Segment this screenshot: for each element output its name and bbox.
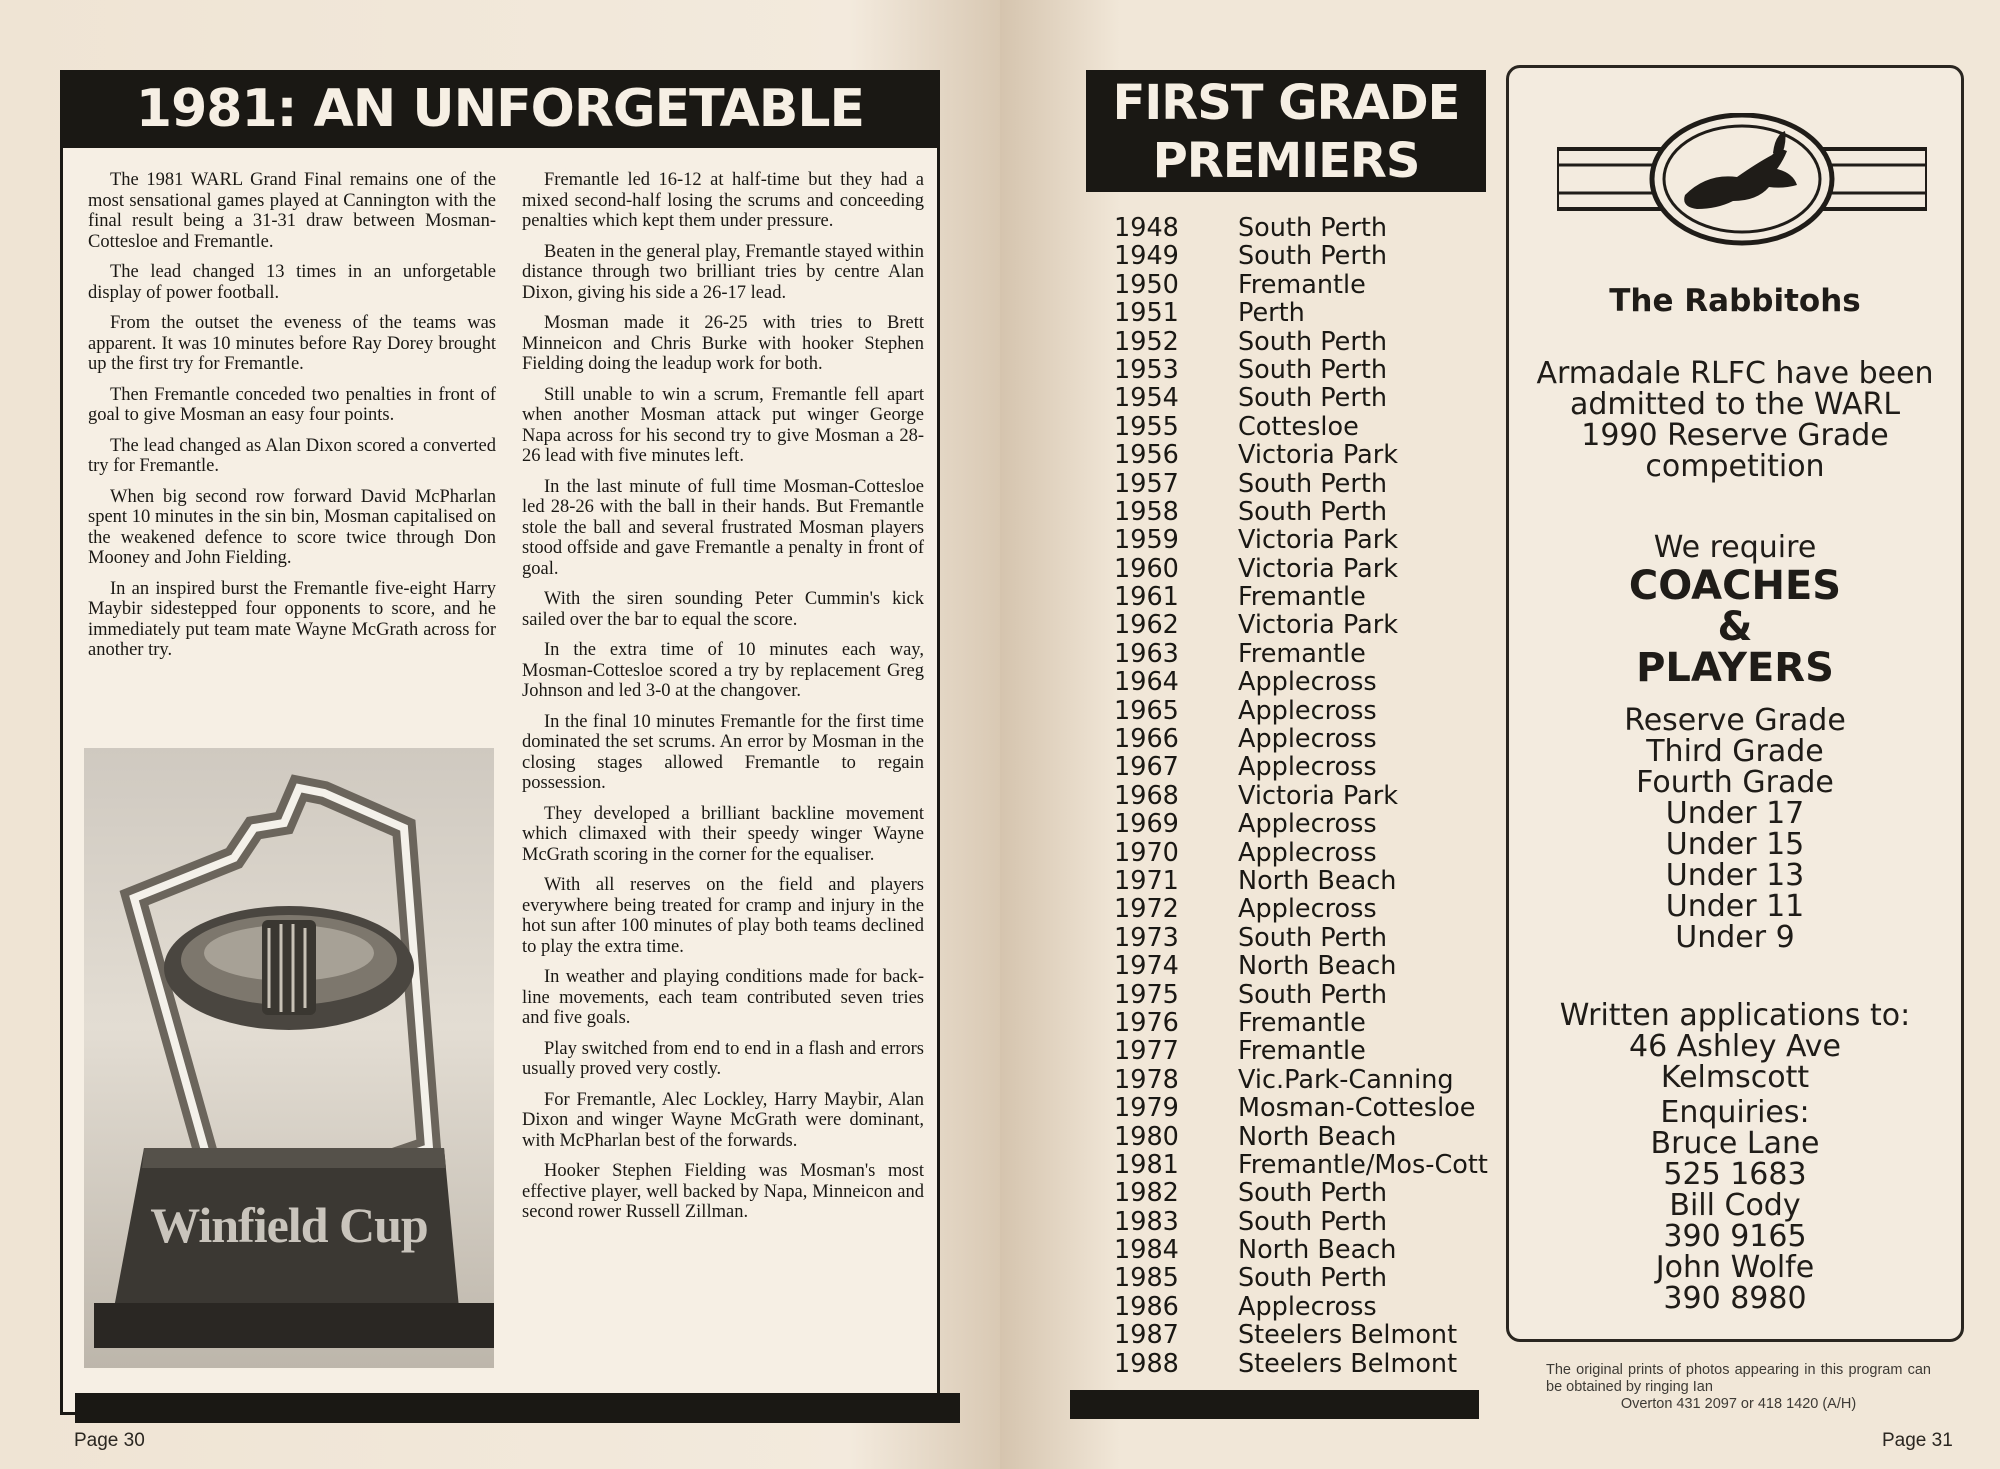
premier-team: Fremantle xyxy=(1238,269,1366,300)
premier-row xyxy=(1114,214,1474,242)
ad-intro-line: admitted to the WARL xyxy=(1569,387,1901,422)
premier-team: Applecross xyxy=(1238,809,1377,840)
premier-team: North Beach xyxy=(1238,865,1397,896)
trophy-photo xyxy=(84,748,494,1368)
ad-applications xyxy=(1509,1000,1961,1093)
premier-row xyxy=(1114,1149,1488,1180)
article-paragraph: In the last minute of full time Mosman-Cottesloe led 28-26 with the ball in their hands. But Fremantle stole the ball and several frustrated Mosman players stood offside and gave Fremantle a penalty in front of goal. xyxy=(522,476,924,579)
article-paragraph: When big second row forward David McPharlan spent 10 minutes in the sin bin, Mosman capitalised on the weakened defence to score twice through Don Mooney and John Fielding. xyxy=(88,486,496,568)
article-paragraph: With the siren sounding Peter Cummin's kick sailed over the bar to equal the score. xyxy=(522,589,924,630)
article-paragraph: Still unable to win a scrum, Fremantle fell apart when another Mosman attack put winger George Napa across for his second try to give Mosman a 28-26 lead with five minutes left. xyxy=(522,384,924,466)
premier-team: Applecross xyxy=(1238,667,1377,698)
premier-row xyxy=(1114,1264,1474,1292)
premier-row xyxy=(1114,952,1474,980)
premier-team: Victoria Park xyxy=(1238,440,1398,471)
premier-year: 1955 xyxy=(1114,411,1179,442)
ad-ampersand: & xyxy=(1717,604,1753,650)
premier-row xyxy=(1114,271,1474,299)
ad-applications-line: Kelmscott xyxy=(1660,1060,1810,1095)
premier-team: South Perth xyxy=(1238,326,1388,357)
article-paragraph: For Fremantle, Alec Lockley, Harry Maybir, Alan Dixon and winger Wayne McGrath were dominant, with McPharlan best of the forwards. xyxy=(522,1089,924,1151)
premier-year: 1969 xyxy=(1114,809,1179,840)
premier-row xyxy=(1114,441,1474,469)
ad-players: PLAYERS xyxy=(1636,645,1834,691)
premier-row xyxy=(1114,924,1474,952)
premier-year: 1954 xyxy=(1114,383,1179,414)
premier-team: South Perth xyxy=(1238,383,1388,414)
premier-year: 1958 xyxy=(1114,496,1179,527)
premier-row xyxy=(1114,526,1474,554)
premier-row xyxy=(1114,1208,1474,1236)
ad-grade: Under 13 xyxy=(1665,858,1805,893)
ad-intro-line: competition xyxy=(1645,449,1825,484)
premier-year: 1979 xyxy=(1114,1093,1179,1124)
premier-row xyxy=(1114,1179,1474,1207)
premier-team: South Perth xyxy=(1238,496,1388,527)
premier-row xyxy=(1114,555,1474,583)
trophy-image xyxy=(84,748,494,1368)
premier-row xyxy=(1114,470,1474,498)
premier-team: North Beach xyxy=(1238,1121,1397,1152)
premier-team: South Perth xyxy=(1238,468,1388,499)
premier-team: Applecross xyxy=(1238,894,1377,925)
premier-row xyxy=(1114,1009,1474,1037)
premier-team: Steelers Belmont xyxy=(1238,1348,1458,1379)
article-paragraph: They developed a brilliant backline movement which climaxed with their speedy winger Wayne McGrath scoring in the corner for the equaliser. xyxy=(522,803,924,865)
article-bottom-bar xyxy=(75,1393,960,1423)
premier-team: South Perth xyxy=(1238,922,1388,953)
ad-enquiries-line: Bruce Lane xyxy=(1650,1126,1820,1161)
premier-team: Fremantle xyxy=(1238,1007,1366,1038)
premier-year: 1959 xyxy=(1114,525,1179,556)
premier-row xyxy=(1114,299,1474,327)
ad-grade: Under 9 xyxy=(1675,920,1795,955)
page-number-left: Page 30 xyxy=(74,1430,145,1451)
premier-year: 1967 xyxy=(1114,752,1179,783)
premier-team: Applecross xyxy=(1238,837,1377,868)
ad-enquiries-line: 525 1683 xyxy=(1663,1157,1807,1192)
article-column-2 xyxy=(522,170,924,1233)
ad-enquiries-line: 390 8980 xyxy=(1663,1281,1807,1316)
article-paragraph: Mosman made it 26-25 with tries to Brett Minneicon and Chris Burke with hooker Stephen Fielding doing the leadup work for both. xyxy=(522,313,924,374)
premier-team: Applecross xyxy=(1238,695,1377,726)
premier-team: Cottesloe xyxy=(1238,411,1359,442)
premier-team: Perth xyxy=(1238,298,1305,329)
premier-team: South Perth xyxy=(1238,213,1388,243)
article-paragraph: The lead changed 13 times in an unforgetable display of power football. xyxy=(88,262,496,303)
premier-team: Applecross xyxy=(1238,752,1377,783)
premier-year: 1974 xyxy=(1114,951,1179,982)
premier-row xyxy=(1114,1094,1474,1122)
premier-row xyxy=(1114,1293,1474,1321)
premier-row xyxy=(1114,839,1474,867)
premier-row xyxy=(1114,242,1474,270)
premier-team: Fremantle/Mos-Cott xyxy=(1238,1149,1488,1180)
premier-year: 1957 xyxy=(1114,468,1179,499)
premier-team: South Perth xyxy=(1238,1263,1388,1294)
premier-row xyxy=(1114,810,1474,838)
premier-year: 1970 xyxy=(1114,837,1179,868)
premier-year: 1950 xyxy=(1114,269,1179,300)
premier-row xyxy=(1114,611,1474,639)
premier-year: 1976 xyxy=(1114,1007,1179,1038)
article-paragraph: In weather and playing conditions made for back-line movements, each team contributed seven tries and five goals. xyxy=(522,967,924,1028)
premier-year: 1953 xyxy=(1114,354,1179,385)
ad-intro-line: 1990 Reserve Grade xyxy=(1581,418,1889,453)
premier-year: 1982 xyxy=(1114,1178,1179,1209)
premier-year: 1984 xyxy=(1114,1235,1179,1266)
premier-year: 1978 xyxy=(1114,1064,1179,1095)
premier-team: Victoria Park xyxy=(1238,553,1398,584)
premier-year: 1966 xyxy=(1114,724,1179,755)
ad-grade: Under 17 xyxy=(1665,796,1805,831)
premier-team: Victoria Park xyxy=(1238,525,1398,556)
premier-year: 1973 xyxy=(1114,922,1179,953)
premiers-title-line: PREMIERS xyxy=(1152,133,1420,189)
premier-row xyxy=(1114,1236,1474,1264)
premier-row xyxy=(1114,640,1474,668)
article-headline: 1981: AN UNFORGETABLE FINAL xyxy=(60,70,940,148)
premier-row xyxy=(1114,753,1474,781)
premier-team: South Perth xyxy=(1238,979,1388,1010)
premier-row xyxy=(1114,725,1474,753)
ad-applications-line: Written applications to: xyxy=(1559,998,1911,1033)
premier-team: Mosman-Cottesloe xyxy=(1238,1093,1476,1124)
premier-year: 1960 xyxy=(1114,553,1179,584)
article-paragraph: In an inspired burst the Fremantle five-eight Harry Maybir sidestepped four opponents to score, and he immediately put team mate Wayne McGrath across for another try. xyxy=(88,578,496,660)
premier-year: 1965 xyxy=(1114,695,1179,726)
premier-year: 1977 xyxy=(1114,1036,1179,1067)
premier-year: 1975 xyxy=(1114,979,1179,1010)
premier-row xyxy=(1114,1066,1474,1094)
premier-row xyxy=(1114,328,1474,356)
ad-grades xyxy=(1509,705,1961,953)
premier-year: 1963 xyxy=(1114,638,1179,669)
right-page xyxy=(1000,0,2000,1469)
article-paragraph: Then Fremantle conceded two penalties in front of goal to give Mosman an easy four points. xyxy=(88,384,496,425)
premier-team: North Beach xyxy=(1238,1235,1397,1266)
premiers-title xyxy=(1086,70,1486,192)
premier-year: 1962 xyxy=(1114,610,1179,641)
ad-enquiries-line: 390 9165 xyxy=(1663,1219,1807,1254)
premier-team: Victoria Park xyxy=(1238,610,1398,641)
premier-row xyxy=(1114,1350,1474,1378)
premier-team: Victoria Park xyxy=(1238,780,1398,811)
premier-row xyxy=(1114,782,1474,810)
photo-prints-note xyxy=(1546,1362,1931,1413)
premier-year: 1948 xyxy=(1114,213,1179,243)
premier-year: 1972 xyxy=(1114,894,1179,925)
ad-grade: Reserve Grade xyxy=(1624,703,1846,738)
premier-team: South Perth xyxy=(1238,241,1388,272)
premier-row xyxy=(1114,356,1474,384)
premier-year: 1964 xyxy=(1114,667,1179,698)
premier-year: 1987 xyxy=(1114,1320,1179,1351)
ad-grade: Fourth Grade xyxy=(1636,765,1834,800)
ad-enquiries-line: Bill Cody xyxy=(1669,1188,1801,1223)
premier-year: 1951 xyxy=(1114,298,1179,329)
premier-year: 1988 xyxy=(1114,1348,1179,1379)
premier-row xyxy=(1114,384,1474,412)
premier-row xyxy=(1114,1037,1474,1065)
premier-year: 1981 xyxy=(1114,1149,1179,1180)
ad-grade: Third Grade xyxy=(1646,734,1824,769)
premier-row xyxy=(1114,981,1474,1009)
ad-intro xyxy=(1509,358,1961,482)
ad-enquiries-line: John Wolfe xyxy=(1655,1250,1815,1285)
article-paragraph: The 1981 WARL Grand Final remains one of the most sensational games played at Cannington with the final result being a 31-31 draw between Mosman-Cottesloe and Fremantle. xyxy=(88,170,496,252)
ad-require: We require xyxy=(1653,530,1817,565)
page-number-right: Page 31 xyxy=(1882,1430,1953,1451)
premier-year: 1968 xyxy=(1114,780,1179,811)
premier-year: 1983 xyxy=(1114,1206,1179,1237)
article-paragraph: Play switched from end to end in a flash and errors usually proved very costly. xyxy=(522,1038,924,1079)
ad-enquiries xyxy=(1509,1097,1961,1314)
rabbitoh-logo-icon xyxy=(1557,113,1927,263)
rabbitohs-ad xyxy=(1506,65,1964,1342)
article-paragraph: From the outset the eveness of the teams was apparent. It was 10 minutes before Ray Dorey brought up the first try for Fremantle. xyxy=(88,313,496,374)
article-paragraph: With all reserves on the field and players everywhere being treated for cramp and injury in the hot sun after 100 minutes of play both teams declined to play the extra time. xyxy=(522,875,924,957)
ad-applications-line: 46 Ashley Ave xyxy=(1629,1029,1841,1064)
premiers-title-line: FIRST GRADE xyxy=(1112,75,1460,131)
premier-row xyxy=(1114,1123,1474,1151)
ad-grade: Under 11 xyxy=(1665,889,1805,924)
premier-row xyxy=(1114,895,1474,923)
article-paragraph: Beaten in the general play, Fremantle stayed within distance through two brilliant tries by centre Alan Dixon, giving his side a 26-17 lead. xyxy=(522,241,924,303)
premier-year: 1971 xyxy=(1114,865,1179,896)
article-paragraph: In the final 10 minutes Fremantle for the first time dominated the set scrums. An error by Mosman in the closing stages allowed Fremantle to regain possession. xyxy=(522,711,924,793)
premier-team: Fremantle xyxy=(1238,582,1366,613)
premier-team: South Perth xyxy=(1238,1178,1388,1209)
premier-row xyxy=(1114,1321,1474,1349)
ad-grade: Under 15 xyxy=(1665,827,1805,862)
premier-year: 1986 xyxy=(1114,1291,1179,1322)
premiers-list xyxy=(1114,213,1488,1379)
premier-year: 1980 xyxy=(1114,1121,1179,1152)
ad-title: The Rabbitohs xyxy=(1609,283,1861,319)
article-paragraph: Hooker Stephen Fielding was Mosman's most effective player, well backed by Napa, Minneicon and second rower Russell Zillman. xyxy=(522,1161,924,1222)
article-paragraph: Fremantle led 16-12 at half-time but they had a mixed second-half losing the scrums and conceeding penalties which kept them under pressure. xyxy=(522,170,924,231)
article-paragraph: In the extra time of 10 minutes each way, Mosman-Cottesloe scored a try by replacement Greg Johnson and led 3-0 at the changover. xyxy=(522,640,924,701)
premier-team: Applecross xyxy=(1238,724,1377,755)
premier-row xyxy=(1114,498,1474,526)
premier-year: 1952 xyxy=(1114,326,1179,357)
premier-row xyxy=(1114,697,1474,725)
photo-note-line: Overton 431 2097 or 418 1420 (A/H) xyxy=(1620,1396,1857,1412)
premier-team: South Perth xyxy=(1238,1206,1388,1237)
premier-team: Applecross xyxy=(1238,1291,1377,1322)
premiers-bottom-bar xyxy=(1070,1390,1479,1419)
trophy-caption: Winfield Cup xyxy=(150,1197,428,1253)
premier-team: Steelers Belmont xyxy=(1238,1320,1458,1351)
premier-team: South Perth xyxy=(1238,354,1388,385)
premier-team: Fremantle xyxy=(1238,638,1366,669)
premier-row xyxy=(1114,583,1474,611)
premier-year: 1985 xyxy=(1114,1263,1179,1294)
premier-year: 1949 xyxy=(1114,241,1179,272)
ad-enquiries-line: Enquiries: xyxy=(1660,1095,1810,1130)
premier-row xyxy=(1114,668,1474,696)
premier-team: North Beach xyxy=(1238,951,1397,982)
ad-coaches: COACHES xyxy=(1628,563,1842,609)
premier-year: 1961 xyxy=(1114,582,1179,613)
premier-team: Vic.Park-Canning xyxy=(1238,1064,1454,1095)
ad-intro-line: Armadale RLFC have been xyxy=(1536,356,1934,391)
ad-coaches-players xyxy=(1509,563,1961,691)
premier-row xyxy=(1114,867,1474,895)
premier-team: Fremantle xyxy=(1238,1036,1366,1067)
premier-row xyxy=(1114,413,1474,441)
article-column-1 xyxy=(88,170,496,671)
photo-note-line: The original prints of photos appearing in this program can be obtained by ringing Ian xyxy=(1546,1362,1931,1395)
article-paragraph: The lead changed as Alan Dixon scored a converted try for Fremantle. xyxy=(88,435,496,476)
premier-year: 1956 xyxy=(1114,440,1179,471)
